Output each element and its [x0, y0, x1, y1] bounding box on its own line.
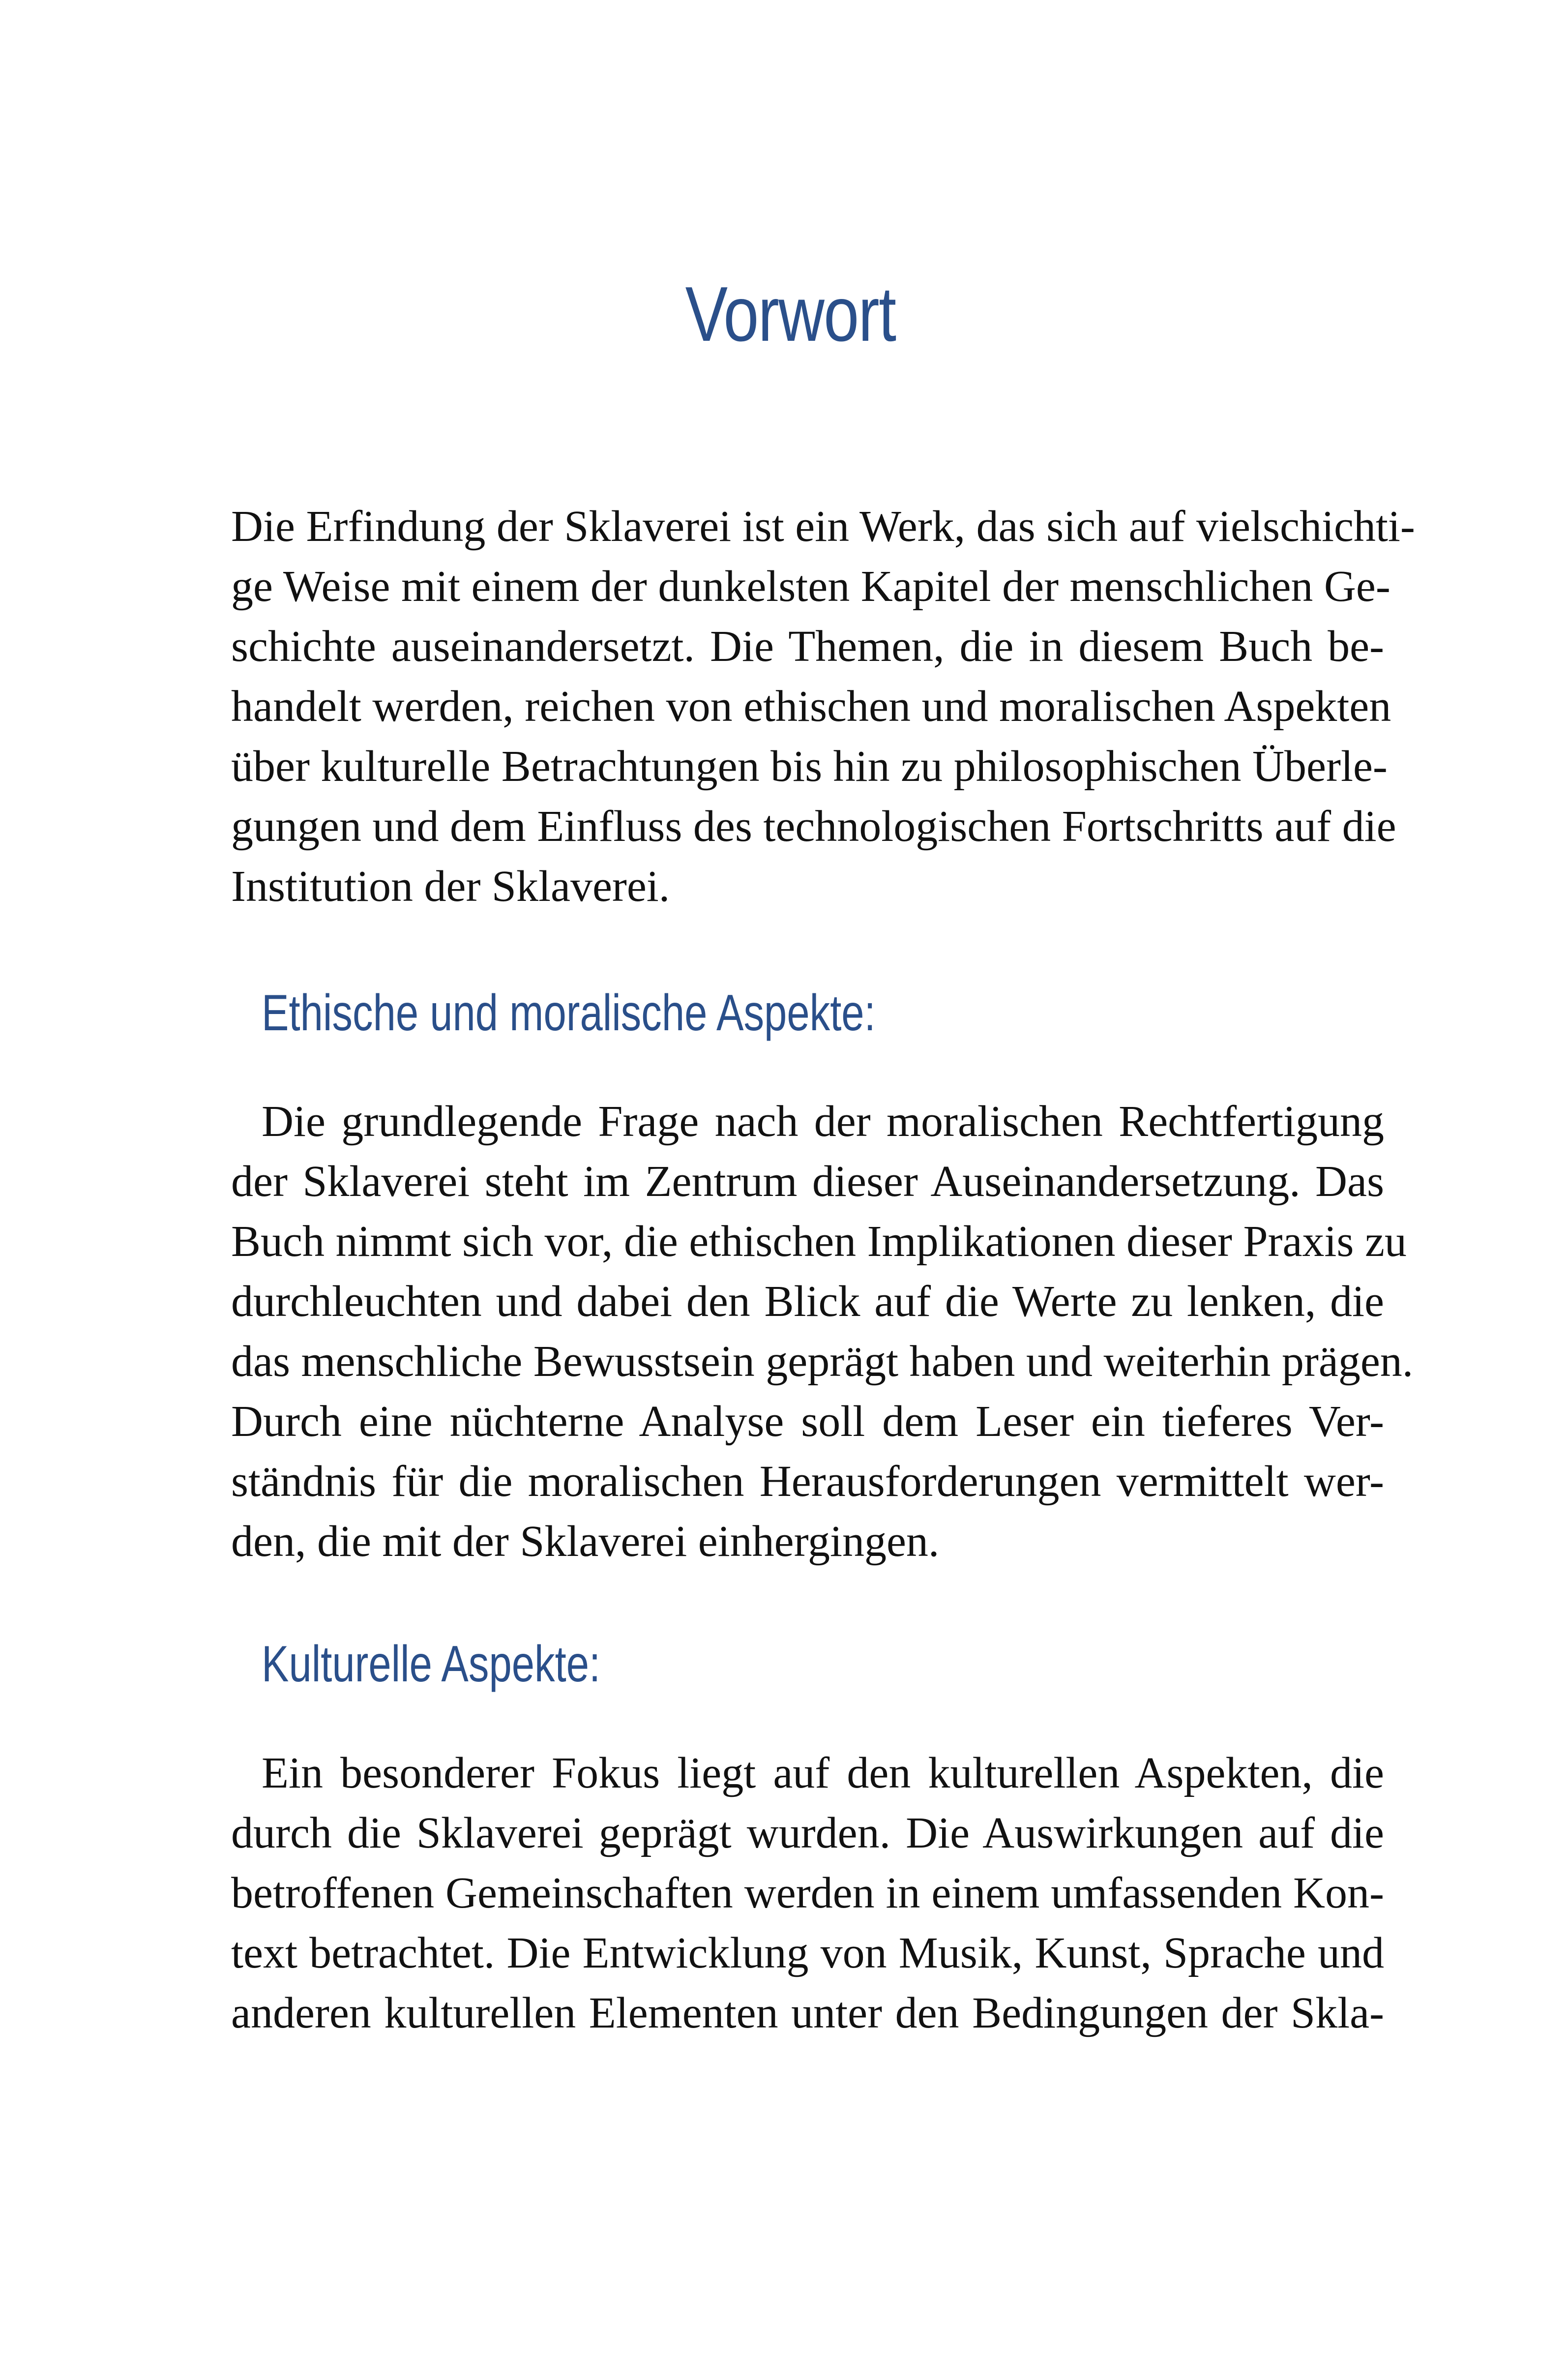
text-line: Durch eine nüchterne Analyse soll dem Leser ein tieferes Ver-	[231, 1397, 1384, 1446]
text-line: das menschliche Bewusstsein geprägt haben und weiterhin prägen.	[231, 1337, 1414, 1386]
text-line: anderen kulturellen Elementen unter den Bedingungen der Skla-	[231, 1989, 1384, 2037]
text-line: Institution der Sklaverei.	[231, 862, 670, 911]
text-line: den, die mit der Sklaverei einhergingen.	[231, 1517, 940, 1566]
text-line: durch die Sklaverei geprägt wurden. Die Auswirkungen auf die	[231, 1809, 1384, 1857]
text-line: durchleuchten und dabei den Blick auf die Werte zu lenken, die	[231, 1277, 1384, 1326]
ethics-paragraph	[231, 1092, 1414, 1572]
text-line: schichte auseinandersetzt. Die Themen, die in diesem Buch be-	[231, 622, 1384, 671]
text-line: Buch nimmt sich vor, die ethischen Implikationen dieser Praxis zu	[231, 1217, 1407, 1266]
text-line: text betrachtet. Die Entwicklung von Musik, Kunst, Sprache und	[231, 1929, 1384, 1977]
section-heading-ethics: Ethische und moralische Aspekte:	[262, 985, 876, 1042]
intro-paragraph	[231, 497, 1415, 917]
text-line: über kulturelle Betrachtungen bis hin zu philosophischen Überle-	[231, 742, 1388, 791]
text-line: gungen und dem Einfluss des technologischen Fortschritts auf die	[231, 802, 1396, 851]
text-line: Ein besonderer Fokus liegt auf den kulturellen Aspekten, die	[262, 1749, 1384, 1797]
text-line: Die Erfindung der Sklaverei ist ein Werk, das sich auf vielschichti-	[231, 502, 1415, 551]
section-heading-culture: Kulturelle Aspekte:	[262, 1636, 601, 1693]
text-line: betroffenen Gemeinschaften werden in einem umfassenden Kon-	[231, 1869, 1384, 1917]
text-line: der Sklaverei steht im Zentrum dieser Auseinandersetzung. Das	[231, 1157, 1384, 1206]
text-line: Die grundlegende Frage nach der moralischen Rechtfertigung	[262, 1097, 1384, 1146]
text-line: ge Weise mit einem der dunkelsten Kapitel der menschlichen Ge-	[231, 562, 1390, 611]
culture-paragraph	[231, 1743, 1384, 2043]
text-line: ständnis für die moralischen Herausforderungen vermittelt wer-	[231, 1457, 1384, 1506]
page-title: Vorwort	[685, 271, 896, 358]
text-line: handelt werden, reichen von ethischen und moralischen Aspekten	[231, 682, 1391, 731]
